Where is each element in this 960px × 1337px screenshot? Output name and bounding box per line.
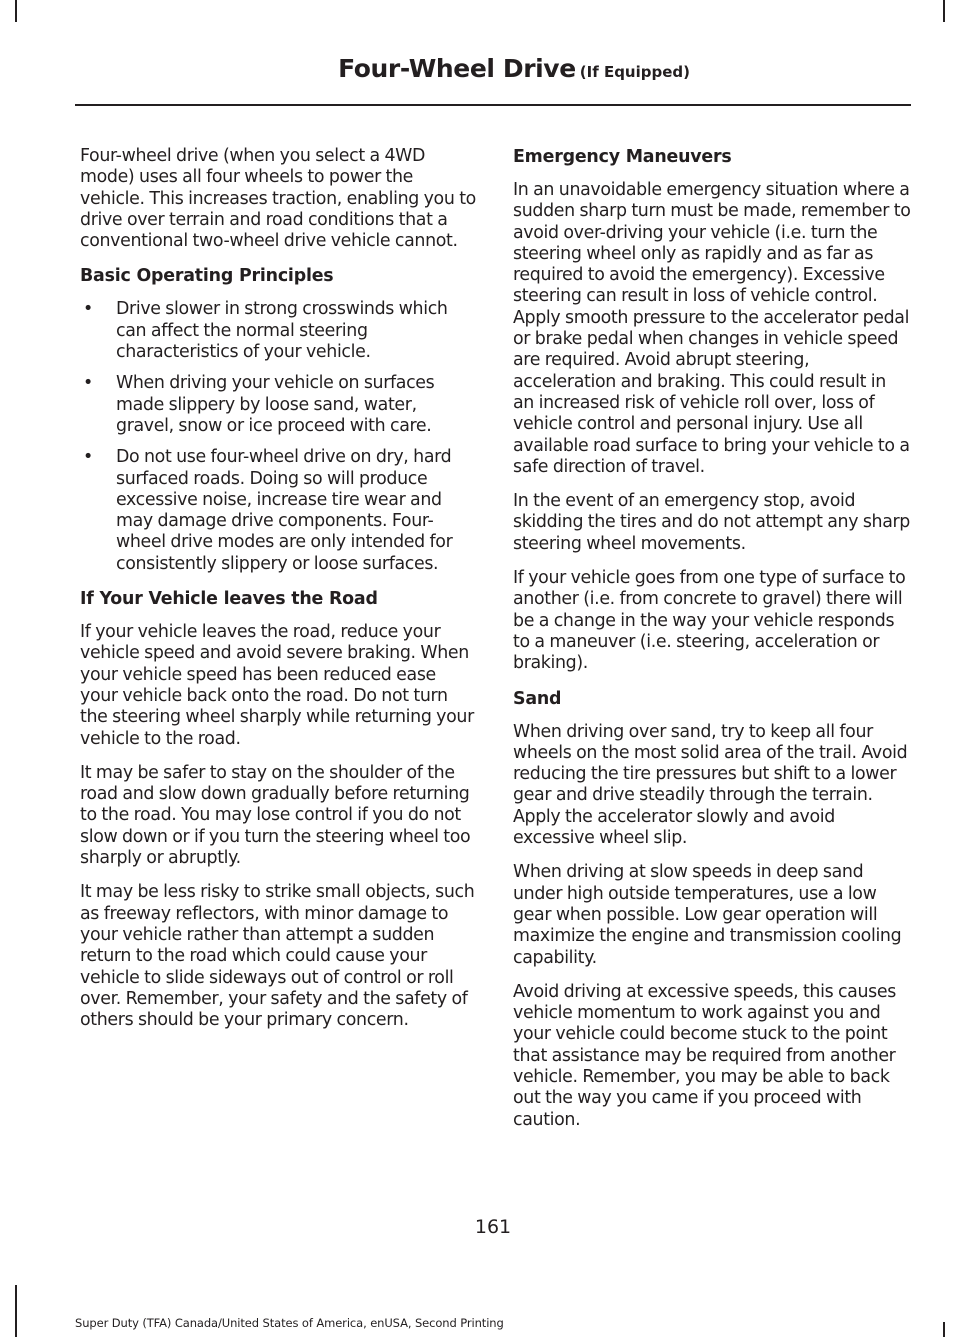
crop-mark-top-right — [943, 0, 945, 22]
leaves-road-heading: If Your Vehicle leaves the Road — [80, 589, 378, 610]
page-title — [338, 54, 690, 83]
body-paragraph: It may be safer to stay on the shoulder of the road and slow down gradually before returning to the road. You may lose control if you do not slow down or if you turn the steering wheel too sharply or abruptly. — [80, 762, 471, 869]
left-column — [80, 146, 478, 1044]
page-title-main: Four-Wheel Drive — [338, 54, 576, 83]
body-paragraph: When driving over sand, try to keep all four wheels on the most solid area of the trail. Avoid reducing the tire pressures but shift to a lower gear and drive steadily through the terrain. Apply the accelerator slowly and avoid excessive wheel slip. — [513, 721, 908, 849]
body-paragraph: In an unavoidable emergency situation where a sudden sharp turn must be made, remember to avoid over-driving your vehicle (i.e. turn the steering wheel only as rapidly and as far as required to avoid the emergency). Excessive steering can result in loss of vehicle control. Apply smooth pressure to the accelerator pedal or brake pedal when changes in vehicle speed are required. Avoid abrupt steering, acceleration and braking. This could result in an increased risk of vehicle roll over, loss of vehicle control and personal injury. Use all available road surface to bring your vehicle to a safe direction of travel. — [513, 180, 911, 477]
publication-footer: Super Duty (TFA) Canada/United States of America, enUSA, Second Printing — [75, 1316, 504, 1330]
right-column — [513, 146, 911, 1144]
header-rule — [75, 104, 911, 106]
body-paragraph: Avoid driving at excessive speeds, this causes vehicle momentum to work against you and your vehicle could become stuck to the point that assistance may be required from another vehicle. Remember, you may be able to back out the way you came if you proceed with caution. — [513, 981, 896, 1130]
bullet-marker: • — [83, 373, 93, 394]
crop-mark-bottom-left — [15, 1285, 17, 1337]
body-paragraph: When driving at slow speeds in deep sand under high outside temperatures, use a low gear when possible. Low gear operation will maximize the engine and transmission cooling capability. — [513, 862, 902, 968]
list-item — [80, 373, 478, 437]
crop-mark-bottom-right — [943, 1322, 945, 1337]
emergency-maneuvers-heading: Emergency Maneuvers — [513, 147, 732, 167]
page-number: 161 — [474, 1216, 512, 1238]
bullet-marker: • — [83, 447, 93, 468]
bullet-marker: • — [83, 299, 93, 320]
list-item-text: When driving your vehicle on surfaces made slippery by loose sand, water, gravel, snow or ice proceed with care. — [116, 373, 435, 436]
list-item — [80, 447, 478, 575]
body-paragraph: In the event of an emergency stop, avoid skidding the tires and do not attempt any sharp steering wheel movements. — [513, 491, 910, 554]
list-item-text: Do not use four-wheel drive on dry, hard surfaced roads. Doing so will produce excessive noise, increase tire wear and may damage drive components. Four-wheel drive modes are only intended for consistently slippery or loose surfaces. — [116, 447, 453, 574]
intro-paragraph: Four-wheel drive (when you select a 4WD mode) uses all four wheels to power the vehicle. This increases traction, enabling you to drive over terrain and road conditions that a conventional two-wheel drive vehicle cannot. — [80, 146, 476, 252]
body-paragraph: If your vehicle leaves the road, reduce your vehicle speed and avoid severe braking. When your vehicle speed has been reduced ease your vehicle back onto the road. Do not turn the steering wheel sharply while returning your vehicle to the road. — [80, 622, 474, 749]
page-title-subtitle: (If Equipped) — [579, 63, 690, 81]
body-paragraph: If your vehicle goes from one type of surface to another (i.e. from concrete to gravel) there will be a change in the way your vehicle responds to a maneuver (i.e. steering, acceleration or braking). — [513, 568, 906, 674]
list-item-text: Drive slower in strong crosswinds which can affect the normal steering characteristics of your vehicle. — [116, 299, 448, 363]
sand-heading: Sand — [513, 688, 562, 709]
list-item — [80, 299, 478, 363]
body-paragraph: It may be less risky to strike small objects, such as freeway reflectors, with minor damage to your vehicle rather than attempt a sudden return to the road which could cause your vehicle to slide sideways out of control or roll over. Remember, your safety and the safety of others should be your primary concern. — [80, 882, 475, 1031]
basic-operating-principles-heading: Basic Operating Principles — [80, 266, 334, 287]
crop-mark-top-left — [15, 0, 17, 22]
principles-list — [80, 299, 478, 575]
